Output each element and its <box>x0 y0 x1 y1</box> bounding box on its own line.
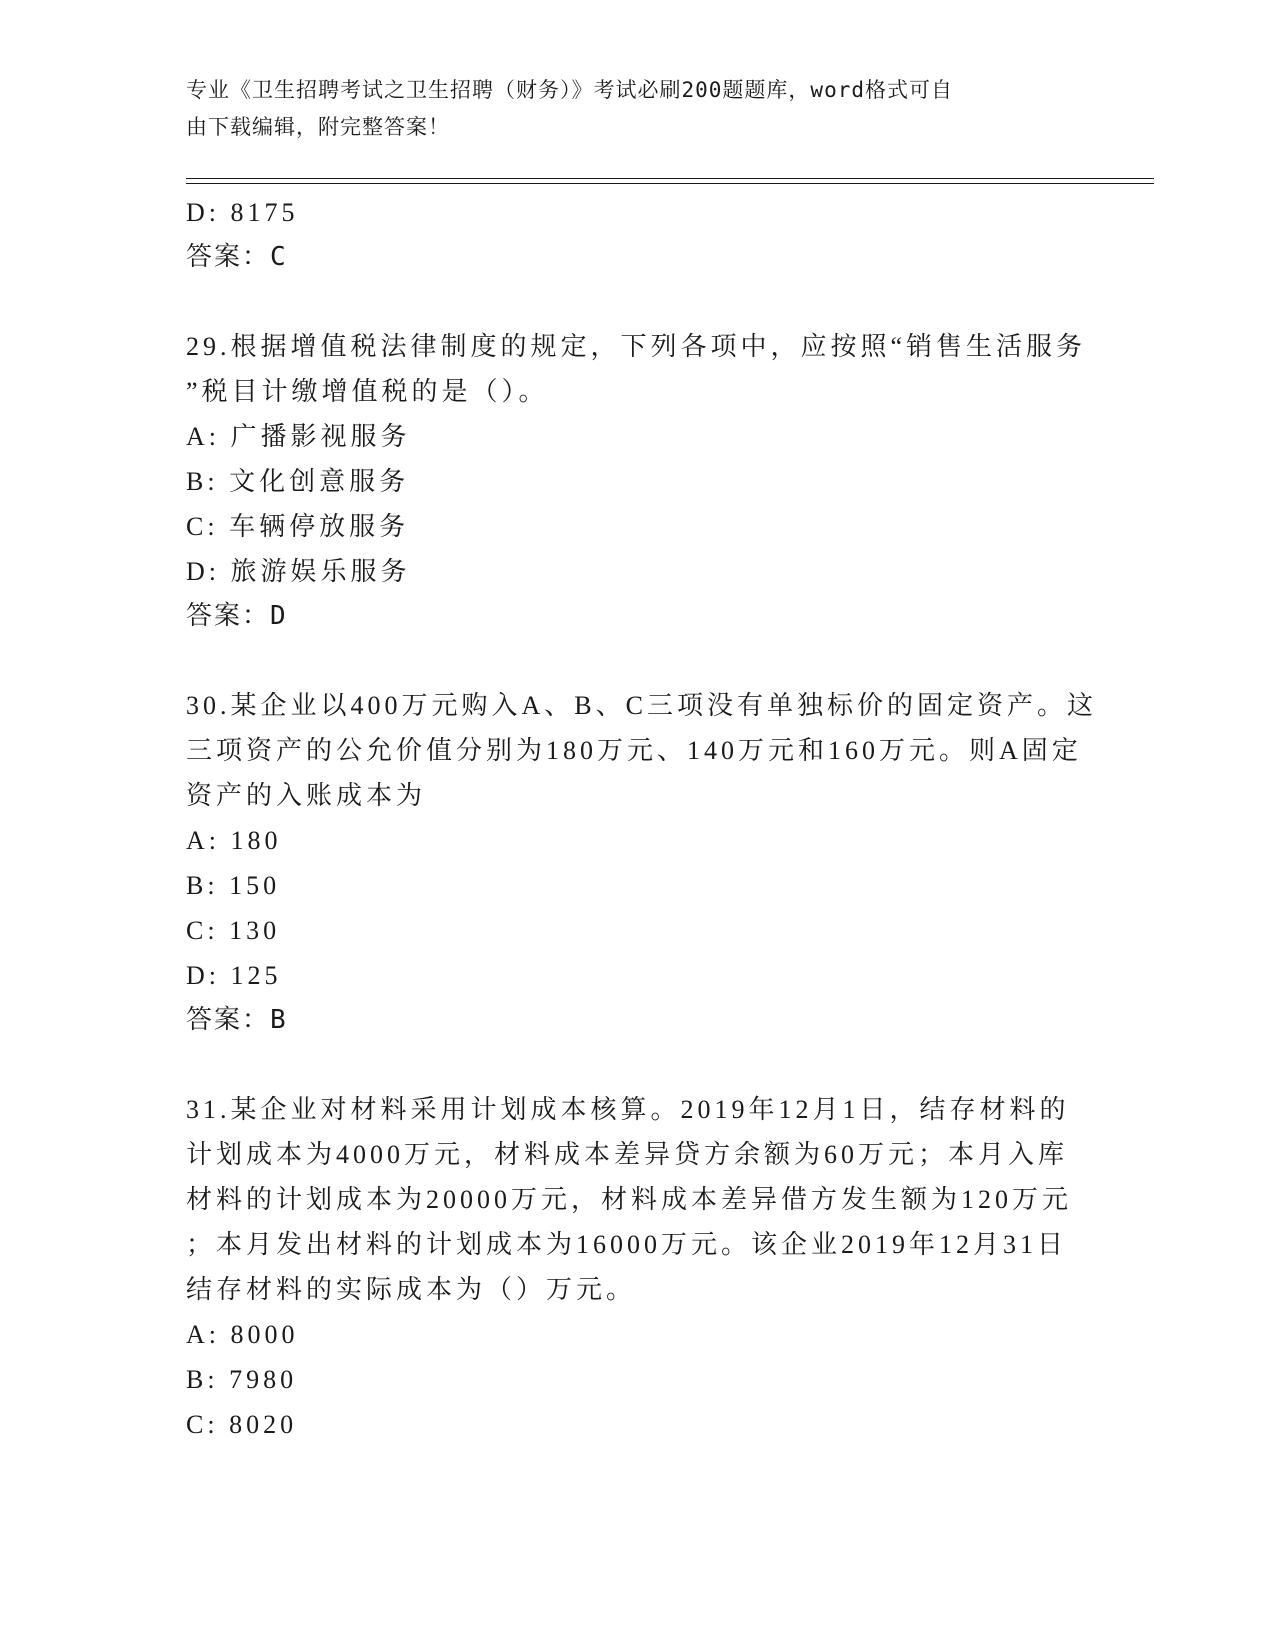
document-header <box>186 72 1066 146</box>
header-divider-bottom <box>186 183 1154 184</box>
question-stem: 三项资产的公允价值分别为180万元、140万元和160万元。则A固定 <box>186 736 1082 765</box>
question-stem: ”税目计缴增值税的是（）。 <box>186 377 549 406</box>
question-content <box>186 190 1097 1447</box>
answer-line: 答案：D <box>186 601 288 631</box>
option-b: B: 文化创意服务 <box>186 467 410 496</box>
question-stem: 结存材料的实际成本为（）万元。 <box>186 1275 637 1304</box>
header-line-1: 专业《卫生招聘考试之卫生招聘（财务）》考试必刷200题题库，word格式可自 <box>186 78 953 102</box>
option-d: D: 旅游娱乐服务 <box>186 557 411 586</box>
question-stem: 30.某企业以400万元购入A、B、C三项没有单独标价的固定资产。这 <box>186 691 1097 720</box>
option-a: A: 广播影视服务 <box>186 422 411 451</box>
question-stem: 材料的计划成本为20000万元，材料成本差异借方发生额为120万元 <box>186 1185 1073 1214</box>
spacer <box>186 639 1086 683</box>
question-28-tail <box>186 190 1086 280</box>
option-c: C: 130 <box>186 916 281 945</box>
option-a: A: 180 <box>186 826 282 855</box>
question-stem: 31.某企业对材料采用计划成本核算。2019年12月1日，结存材料的 <box>186 1095 1070 1124</box>
question-stem: 计划成本为4000万元，材料成本差异贷方余额为60万元；本月入库 <box>186 1140 1069 1169</box>
answer-line: 答案：C <box>186 242 288 272</box>
option-b: B: 150 <box>186 871 281 900</box>
option-b: B: 7980 <box>186 1365 298 1394</box>
question-31 <box>186 1087 1086 1447</box>
header-line-2: 由下载编辑，附完整答案！ <box>186 115 450 139</box>
option-d: D: 125 <box>186 961 282 990</box>
question-30 <box>186 683 1097 1043</box>
question-stem: 资产的入账成本为 <box>186 781 427 810</box>
answer-line: 答案：B <box>186 1005 288 1035</box>
option-d: D: 8175 <box>186 198 299 227</box>
question-stem: ；本月发出材料的计划成本为16000万元。该企业2019年12月31日 <box>186 1230 1068 1259</box>
header-divider-top <box>186 178 1154 179</box>
question-29 <box>186 324 1086 639</box>
question-stem: 29.根据增值税法律制度的规定，下列各项中，应按照“销售生活服务 <box>186 332 1087 361</box>
option-a: A: 8000 <box>186 1320 299 1349</box>
spacer <box>186 1043 1086 1087</box>
spacer <box>186 280 1086 324</box>
option-c: C: 8020 <box>186 1410 298 1439</box>
option-c: C: 车辆停放服务 <box>186 512 410 541</box>
